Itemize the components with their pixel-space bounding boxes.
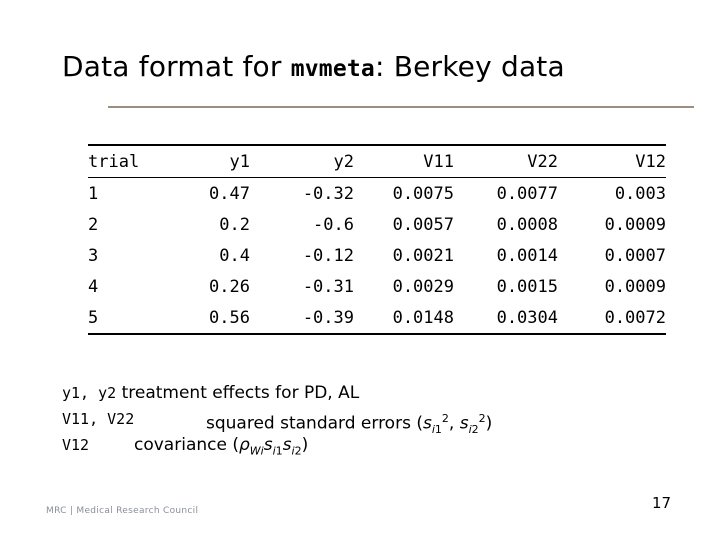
title-suffix: : Berkey data: [374, 50, 565, 83]
variable-definitions: [62, 380, 493, 458]
table-cell: 2: [88, 214, 99, 235]
table-cell: -0.12: [302, 245, 354, 266]
column-header-v11: V11: [423, 151, 454, 172]
definition-code: V11, V22: [62, 410, 135, 428]
table-cell: -0.39: [302, 307, 354, 328]
table-cell: -0.6: [313, 214, 354, 235]
column-header-v12: V12: [635, 151, 666, 172]
table-cell: 0.0029: [392, 276, 454, 297]
table-cell: 0.0008: [496, 214, 558, 235]
berkey-data-table: [88, 144, 666, 335]
table-cell: 0.0014: [496, 245, 558, 266]
definition-text-group: squared standard errors ($s_{i1}^2$, $s_{i2}^2$): [206, 412, 493, 437]
page-number: 17: [652, 494, 672, 512]
definition-text: squared standard errors (: [206, 413, 423, 434]
table-cell: 5: [88, 307, 99, 328]
table-cell: 0.0015: [496, 276, 558, 297]
definition-y: [62, 380, 359, 406]
title-prefix: Data format for: [62, 50, 291, 83]
table-cell: 0.0077: [496, 183, 558, 204]
definition-text: covariance (: [134, 435, 239, 455]
table-cell: 1: [88, 183, 99, 204]
title-divider: [108, 106, 694, 108]
column-header-v22: V22: [527, 151, 558, 172]
table-row: [88, 209, 666, 240]
table-cell: 0.0057: [392, 214, 454, 235]
table-row: [88, 271, 666, 302]
definition-v-diag: [62, 406, 493, 437]
table-cell: 0.0009: [604, 214, 666, 235]
table-cell: 0.003: [614, 183, 666, 204]
table-cell: 0.0009: [604, 276, 666, 297]
table-cell: 0.0007: [604, 245, 666, 266]
table-row: [88, 178, 666, 210]
column-header-trial: trial: [88, 151, 140, 172]
mrc-logo: MRC | Medical Research Council: [46, 506, 199, 516]
table-cell: 0.56: [209, 307, 250, 328]
table-cell: 0.0021: [392, 245, 454, 266]
definition-text: treatment effects for PD, AL: [121, 383, 360, 403]
table-cell: 0.26: [209, 276, 250, 297]
table-row: [88, 302, 666, 334]
definition-v-cov: [62, 432, 359, 458]
table-cell: -0.32: [302, 183, 354, 204]
table-cell: -0.31: [302, 276, 354, 297]
table-cell: 0.2: [219, 214, 250, 235]
table-cell: 0.47: [209, 183, 250, 204]
table-header-row: [88, 145, 666, 178]
table-cell: 0.0304: [496, 307, 558, 328]
definition-text-group: covariance $(\rho_{Wi}s_{i1}s_{i2})$: [134, 435, 309, 458]
definition-code: V12: [62, 436, 90, 454]
title-code: mvmeta: [290, 56, 375, 82]
table-cell: 4: [88, 276, 99, 297]
table-cell: 0.0148: [392, 307, 454, 328]
table-cell: 3: [88, 245, 99, 266]
slide-title: [62, 50, 565, 83]
column-header-y1: y1: [229, 151, 250, 172]
definition-code: y1, y2: [62, 384, 117, 402]
column-header-y2: y2: [333, 151, 354, 172]
table-cell: 0.4: [219, 245, 250, 266]
table-row: [88, 240, 666, 271]
table-cell: 0.0075: [392, 183, 454, 204]
table-cell: 0.0072: [604, 307, 666, 328]
